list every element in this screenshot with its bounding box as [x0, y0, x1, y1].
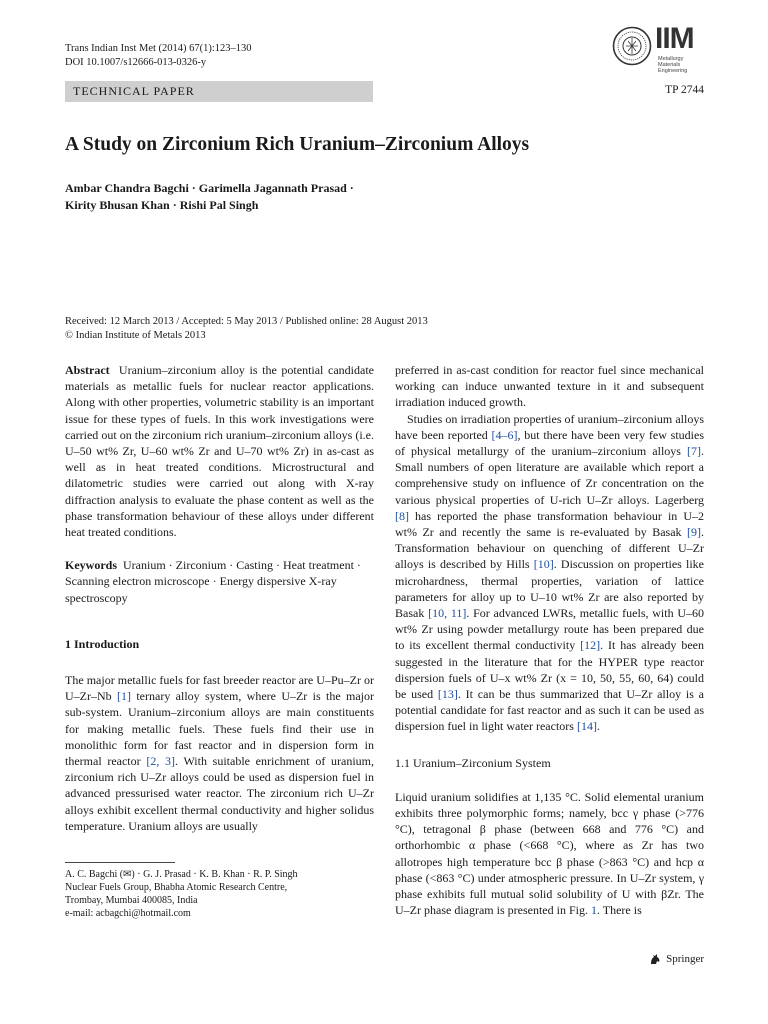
citation-link[interactable]: [2, 3] — [146, 754, 175, 769]
abstract — [65, 362, 374, 540]
paragraph: preferred in as-cast condition for reactor fuel since mechanical working can induce unwanted texture in it and subsequent irradiation induced growth. — [395, 363, 704, 410]
citation-link[interactable]: [12] — [580, 638, 601, 653]
intro-paragraph: The major metallic fuels for fast breeder reactor are U–Pu–Zr or U–Zr–Nb [1] ternary alloy system, where U–Zr is the major sub-system. Uranium–zirconium alloys are main constituents for making metallic fuels. These fuels find their use in monolithic form for fast reactor and in dispersion form in thermal reactor [2, 3]. With suitable enrichment of uranium, zirconium rich U–Zr alloys could be used as dispersion fuel in advanced pressurised water reactor. The zirconium rich U–Zr alloys exhibit excellent thermal conductivity and higher solidus temperature. Uranium alloys are usually — [65, 673, 374, 833]
keywords — [65, 557, 374, 606]
publication-dates — [65, 315, 428, 343]
article-type-banner: TECHNICAL PAPER — [65, 81, 373, 102]
footnote-authors: A. C. Bagchi (✉) · G. J. Prasad · K. B. Khan · R. P. Singh — [65, 869, 298, 880]
affiliation-footnote — [65, 868, 374, 920]
citation-link[interactable]: [9] — [687, 525, 701, 540]
paper-title: A Study on Zirconium Rich Uranium–Zirconium Alloys — [65, 134, 530, 155]
footnote-divider — [65, 862, 175, 863]
citation-link[interactable]: [10, 11] — [428, 606, 467, 621]
figure-link[interactable]: 1 — [590, 903, 597, 918]
seal-emblem-icon — [612, 26, 652, 66]
footnote-address: Trombay, Mumbai 400085, India — [65, 895, 198, 906]
abstract-label: Abstract — [65, 363, 110, 377]
footnote-email[interactable]: e-mail: acbagchi@hotmail.com — [65, 908, 191, 919]
iim-logo — [612, 22, 704, 74]
citation-link[interactable]: [14] — [576, 719, 597, 734]
citation-link[interactable]: [13] — [437, 687, 458, 702]
doi-line[interactable]: DOI 10.1007/s12666-013-0326-y — [65, 57, 207, 68]
keywords-text: Uranium · Zirconium · Casting · Heat treatment · Scanning electron microscope · Energy dispersive X-ray spectroscopy — [65, 558, 361, 605]
subsection-heading: 1.1 Uranium–Zirconium System — [395, 755, 551, 770]
logo-letters: IIM — [655, 22, 694, 55]
author-list — [65, 180, 354, 214]
section-heading-introduction: 1 Introduction — [65, 636, 140, 651]
citation-link[interactable]: [8] — [395, 508, 409, 523]
author-line-1[interactable]: Ambar Chandra Bagchi · Garimella Jagannath Prasad · — [65, 181, 354, 195]
logo-subtitle: Metallurgy Materials Engineering — [658, 56, 688, 74]
paragraph: Liquid uranium solidifies at 1,135 °C. Solid elemental uranium exhibits three polymorphic forms; namely, bcc γ phase (>776 °C), tetragonal β phase (between 668 and 776 °C) and orthorhombic α phase (<668 °C), where as Zr has two allotropes high temperature bcc β phase (>863 °C) and hcp α phase (<863 °C) under atmospheric pressure. In U–Zr system, γ phase exhibits full mutual solid solubility of U with βZr. The U–Zr phase diagram is presented in Fig. 1. There is — [395, 789, 704, 918]
left-column — [65, 362, 374, 834]
footnote-affiliation: Nuclear Fuels Group, Bhabha Atomic Research Centre, — [65, 882, 288, 893]
citation-link[interactable]: [4–6] — [491, 427, 518, 442]
publisher-name: Springer — [666, 953, 704, 965]
keywords-label: Keywords — [65, 558, 117, 573]
citation-link[interactable]: [1] — [117, 689, 131, 704]
dates-line: Received: 12 March 2013 / Accepted: 5 May 2013 / Published online: 28 August 2013 — [65, 316, 428, 327]
copyright-line: © Indian Institute of Metals 2013 — [65, 330, 206, 341]
paragraph: Studies on irradiation properties of uranium–zirconium alloys have been reported [4–6], but there have been very few studies of physical metallurgy of the uranium–zirconium alloys [7]. Small numbers of open literature are available which report a comprehensive study on influence of Zr concentration on the various physical properties of U-rich U–Zr alloys. Lagerberg [8] has reported the phase transformation behaviour in U–2 wt% Zr and recently the same is re-evaluated by Basak [9]. Transformation behaviour on quenching of different U–Zr alloys is described by Hills [10]. Discussion on properties like microhardness, thermal properties, variation of lattice parameters for alloy up to U–10 wt% Zr are also reported by Basak [10, 11]. For advanced LWRs, metallic fuels, with U–60 wt% Zr using powder metallurgy route has been prepared due to its excellent thermal conductivity [12]. It has already been suggested in the literature that for the HYPER type reactor dispersion fuels of U–x wt% Zr (x = 10, 50, 55, 60, 64) could be used [13]. It can be thus summarized that U–Zr alloy is a potential candidate for fast reactor and as such it can be used as dispersion fuel in light water reactors [14]. — [395, 411, 705, 734]
springer-horse-icon — [648, 952, 662, 966]
citation-link[interactable]: [7] — [687, 444, 701, 459]
journal-line: Trans Indian Inst Met (2014) 67(1):123–130 — [65, 43, 252, 54]
citation-link[interactable]: [10] — [533, 557, 554, 572]
right-column — [395, 362, 704, 919]
paper-code: TP 2744 — [665, 84, 704, 96]
abstract-text: Uranium–zirconium alloy is the potential candidate materials as metallic fuels for nuclear reactor applications. Along with other properties, volumetric stability is an important issue for these types of fuels. In this work investigations were carried out on the zirconium rich uranium–zirconium alloys (i.e. U–50 wt% Zr, U–60 wt% Zr and U–70 wt% Zr) in as-cast as well as in heat treated conditions. Microstructural and dilatometric studies were carried out along with X-ray diffraction analysis to evaluate the phase content as well as the phase transformation behaviour of these alloys under different heat treated conditions. — [65, 363, 374, 540]
publisher-mark — [648, 952, 704, 966]
author-line-2[interactable]: Kirity Bhusan Khan · Rishi Pal Singh — [65, 198, 259, 212]
journal-citation — [65, 42, 252, 70]
